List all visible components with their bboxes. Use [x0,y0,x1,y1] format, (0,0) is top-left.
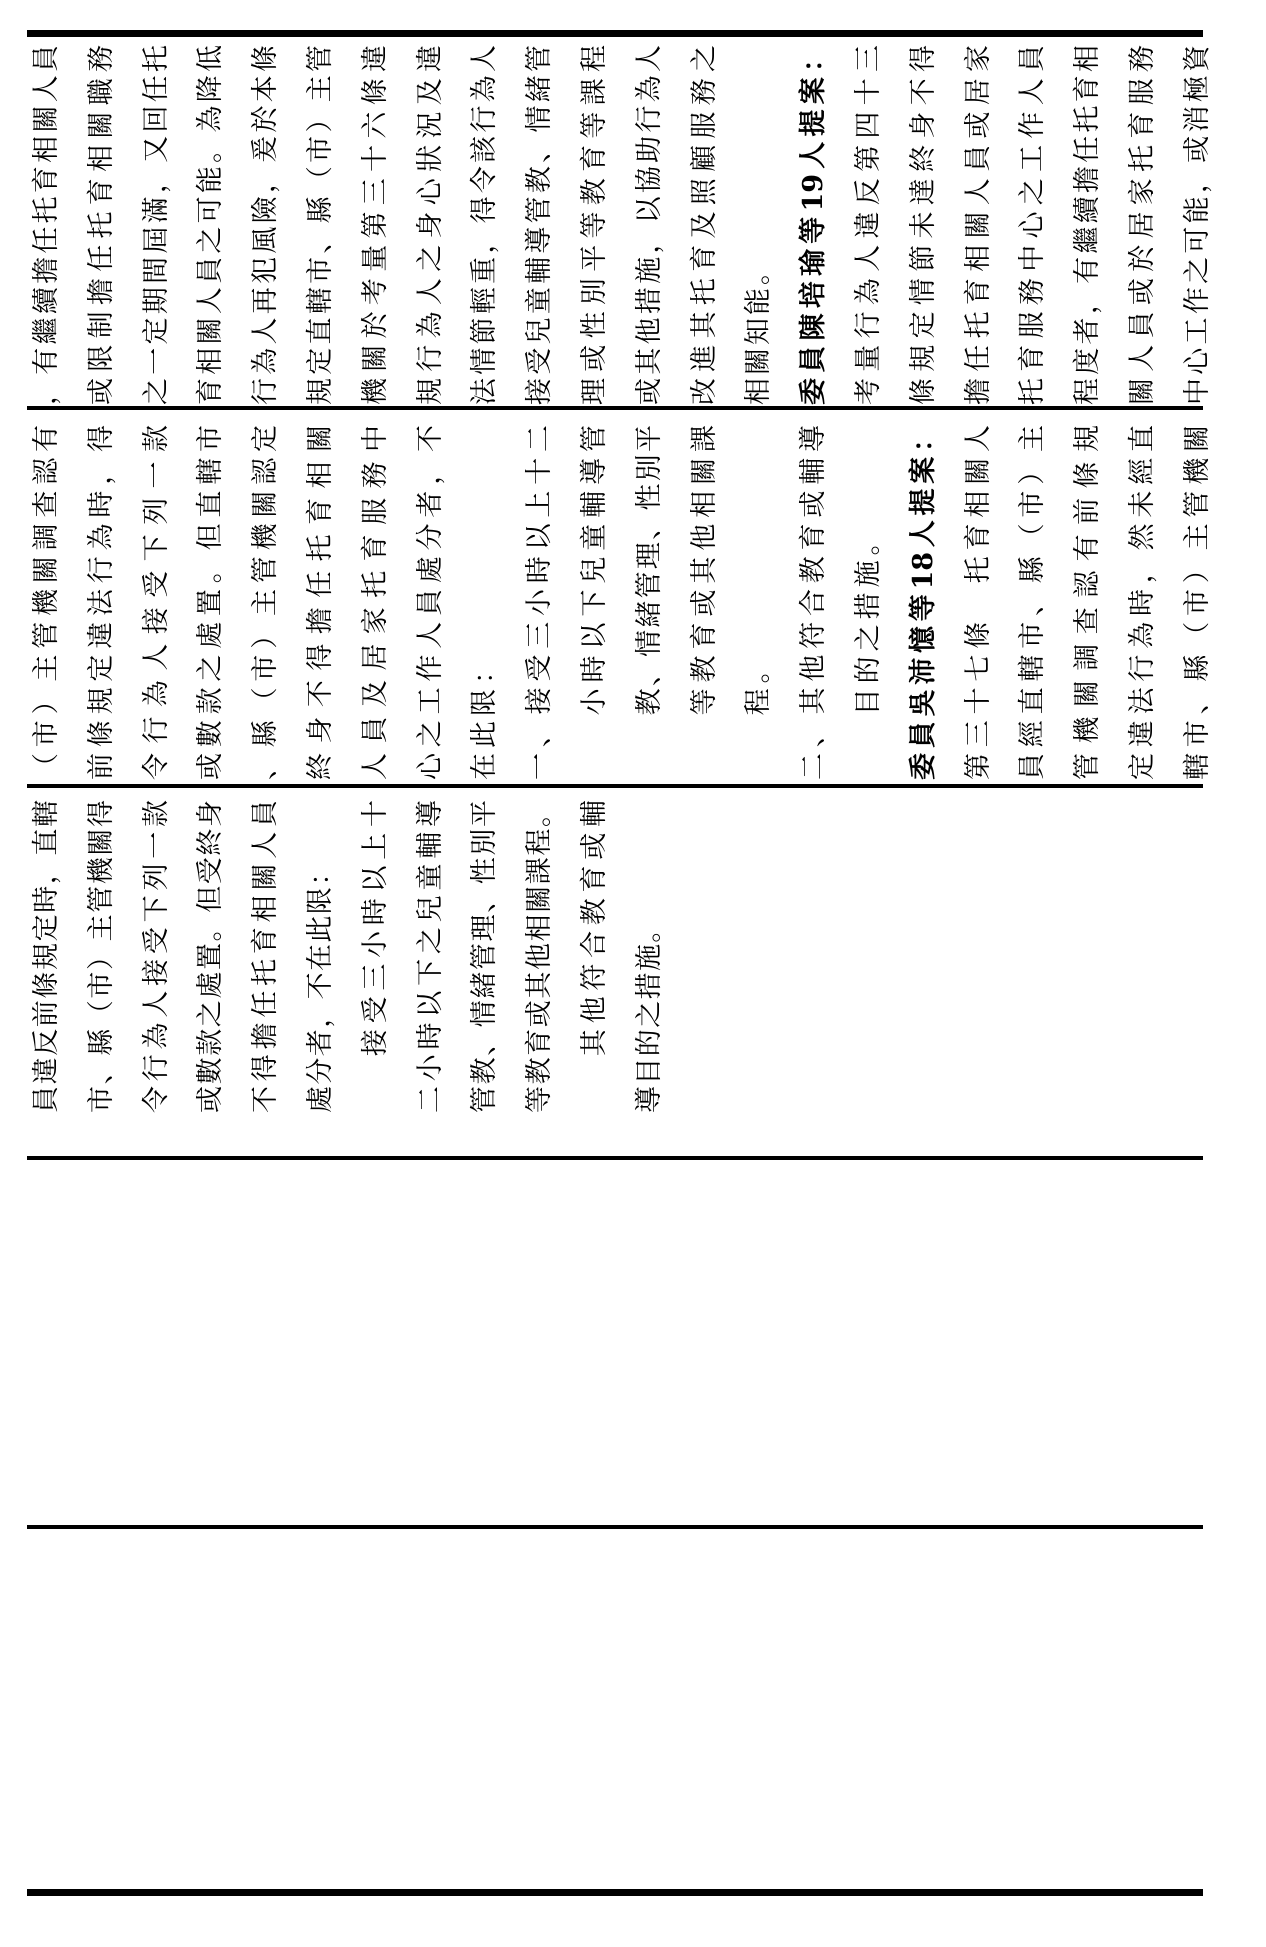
text-line: 接受兒童輔導管教、情緒管 [524,45,556,405]
text-line: 理或性別平等教育等課程 [579,45,610,405]
text-line: 目的之措施。 [853,523,884,716]
text-line: 二、其他符合教育或輔導 [798,425,830,780]
table-border-inner-3 [27,784,1203,788]
text-line: 或限制擔任托育相關職務 [85,45,117,405]
table-border-inner-4 [27,406,1203,410]
table-border-outer-left [27,1889,1203,1896]
text-line: 第三十七條 托育相關人 [962,425,994,780]
text-line: 不得擔任托育相關人員 [250,800,282,1113]
text-line: 在此限： [469,652,501,780]
text-line: 委員吳沛憶等18人提案： [907,425,939,780]
text-line: 定違法行為時，然未經直 [1127,425,1158,780]
text-line: 或其他措施，以協助行為人 [633,45,665,405]
text-line: 委員陳培瑜等19人提案： [798,45,830,405]
text-line: 考量行為人違反第四十三 [853,45,884,405]
text-line: 育相關人員之可能。為降低 [195,45,227,405]
text-line: 人員及居家托育服務中 [359,425,391,780]
text-line: 、縣（市）主管機關認定 [250,425,282,780]
text-line: 等教育或其他相關課 [688,425,720,716]
text-line: 員違反前條規定時，直轄 [31,800,62,1113]
text-line: 程。 [743,651,775,716]
text-line: 或數款之處置。但直轄市 [195,425,227,780]
text-line: 關人員或於居家托育服務 [1127,45,1158,405]
text-line: 轄市、縣（市）主管機關 [1181,425,1213,780]
text-line: 前條規定違法行為時，得 [85,425,117,780]
text-line: 小時以下兒童輔導管 [579,425,610,716]
text-line: 相關知能。 [743,255,775,405]
text-line: 行為人再犯風險，爰於本條 [250,45,282,405]
text-line: 擔任托育相關人員或居家 [962,45,994,405]
table-border-inner-2 [27,1156,1203,1160]
text-line: 條規定情節未達終身不得 [907,45,939,405]
text-line: 改進其托育及照顧服務之 [688,45,720,405]
text-line: 規定直轄市、縣（市）主管 [305,45,336,405]
text-line: 管機關調查認有前條規 [1072,425,1104,780]
text-line: 或數款之處置。但受終身 [195,800,227,1113]
text-line: 心之工作人員處分者，不 [414,425,446,780]
text-line: 教、情緒管理、性別平 [633,425,665,716]
text-line: 接受三小時以上十 [359,800,391,1057]
text-line: 程度者，有繼續擔任托育相 [1072,45,1104,405]
text-line: （市）主管機關調查認有 [31,425,62,780]
table-border-inner-1 [27,1525,1203,1529]
text-line: 法情節輕重，得令該行為人 [469,45,501,405]
text-line: 規行為人之身心狀況及違 [414,45,446,405]
text-line: 之一定期間屆滿，又回任托 [140,45,172,405]
text-line: 中心工作之可能，或消極資 [1181,45,1213,405]
text-line: 市、縣（市）主管機關得 [85,800,117,1113]
text-line: 管教、情緒管理、性別平 [469,800,501,1113]
text-line: 處分者，不在此限： [305,857,336,1113]
text-line: 二小時以下之兒童輔導 [414,800,446,1113]
table-border-outer-right [27,30,1203,37]
text-line: 令行為人接受下列一款 [140,800,172,1113]
text-line: 其他符合教育或輔 [579,800,610,1057]
text-line: 機關於考量第三十六條違 [359,45,391,405]
text-line: 托育服務中心之工作人員 [1017,45,1049,405]
text-line: 員經直轄市、縣（市）主 [1017,425,1049,780]
text-line: ，有繼續擔任托育相關人員 [31,45,62,405]
text-line: 終身不得擔任托育相關 [305,425,336,780]
text-line: 令行為人接受下列一款 [140,425,172,780]
text-line: 等教育或其他相關課程。 [524,800,556,1113]
text-line: 導目的之措施。 [633,914,665,1113]
text-line: 一、接受三小時以上十二 [524,425,556,780]
